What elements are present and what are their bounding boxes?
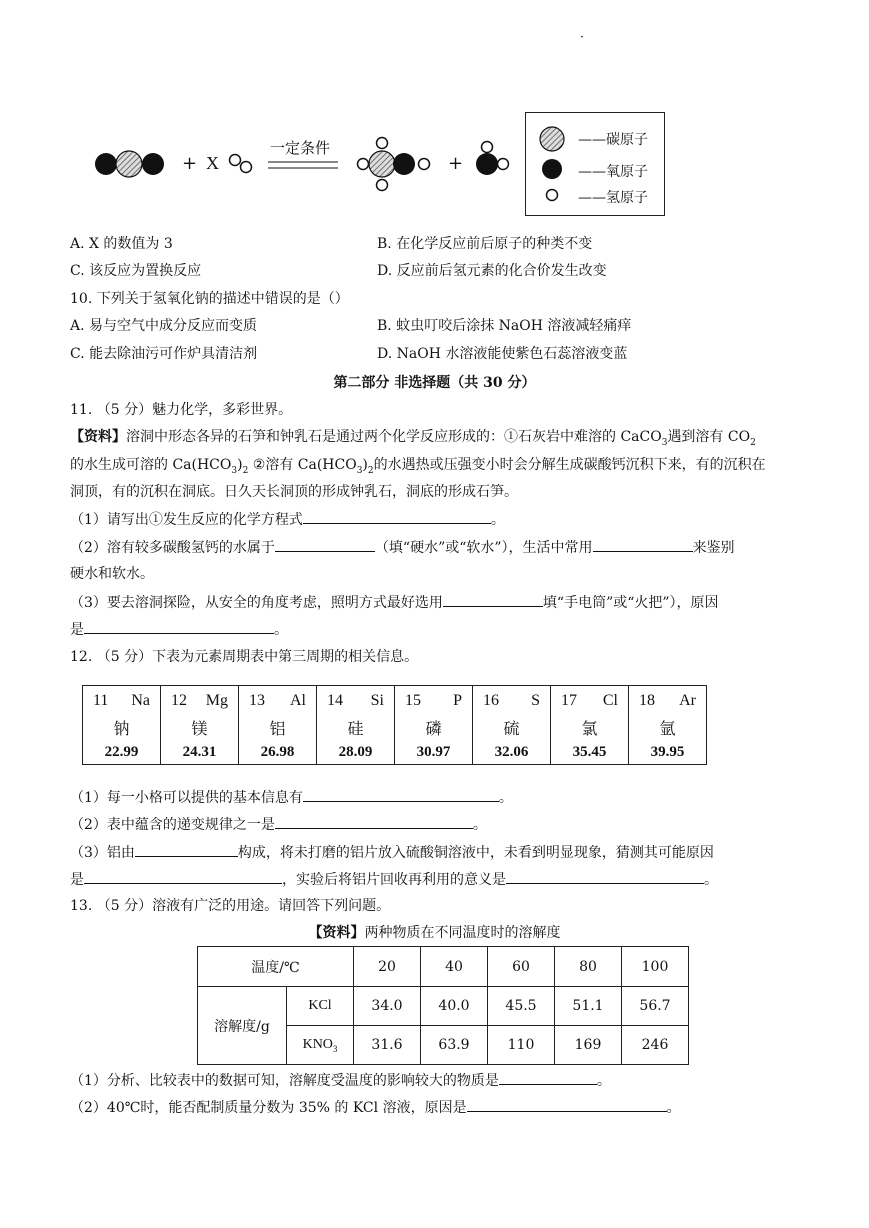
carbon-atom [116,151,142,177]
atomic-mass: 24.31 [182,744,217,760]
temp-cell: 100 [622,947,689,987]
hydrogen-atom [377,138,388,149]
element-symbol: S [531,692,540,709]
kno3-value: 110 [488,1026,555,1065]
answer-blank[interactable] [303,509,491,524]
kcl-value: 34.0 [354,987,421,1026]
element-cell [629,686,707,765]
q10-option-d: D. NaOH 水溶液能使紫色石蕊溶液变蓝 [377,346,628,362]
hydrogen-atom [419,159,430,170]
hydrogen-atom [241,162,252,173]
answer-blank[interactable] [499,1070,597,1085]
element-symbol: Ar [679,692,696,709]
answer-blank[interactable] [84,869,282,884]
element-symbol: Cl [602,692,618,709]
atomic-mass: 32.06 [494,744,529,760]
answer-blank[interactable] [593,537,693,552]
atom-legend [525,112,665,216]
temperature-header: 温度/℃ [198,947,354,987]
element-cell [473,686,551,765]
solubility-table [197,946,689,1065]
q11-info-line1: 【资料】溶洞中形态各异的石笋和钟乳石是通过两个化学反应形成的：①石灰岩中难溶的 CaCO$_3$遇到溶有 $CO_2$ [70,429,756,448]
hydrogen-legend-icon [547,190,558,201]
hydrogen-atom [358,159,369,170]
kno3-value: 63.9 [421,1026,488,1065]
temp-cell: 20 [354,947,421,987]
element-symbol: Al [290,692,306,709]
kno3-value: 31.6 [354,1026,421,1065]
table-caption: 【资料】两种物质在不同温度时的溶解度 [308,925,561,941]
methanol-molecule [358,138,430,191]
q11-part2: （2）溶有较多碳酸氢钙的水属于 （填“硬水”或“软水”），生活中常用 来鉴别 [70,537,735,558]
atomic-mass: 30.97 [416,744,451,760]
element-name: 硅 [347,719,364,738]
atomic-number: 14 [327,692,343,709]
atomic-number: 17 [561,692,577,709]
h2-molecule [230,155,252,173]
q9-option-d: D. 反应前后氢元素的化合价发生改变 [377,263,607,279]
q13-part1: （1）分析、比较表中的数据可知，溶解度受温度的影响较大的物质是 。 [70,1070,611,1091]
element-cell [317,686,395,765]
q11-stem: 11. （5 分）魅力化学，多彩世界。 [70,402,293,418]
atomic-mass: 35.45 [572,744,607,760]
q9-option-b: B. 在化学反应前后原子的种类不变 [377,236,593,252]
atomic-mass: 26.98 [260,744,295,760]
oxygen-legend-icon [542,159,562,179]
kcl-label: KCl [287,987,354,1026]
kcl-value: 51.1 [555,987,622,1026]
section-title: 第二部分 非选择题（共 30 分） [333,375,536,391]
answer-blank[interactable] [84,619,274,634]
kcl-value: 56.7 [622,987,689,1026]
atomic-mass: 28.09 [338,744,373,760]
element-cell [161,686,239,765]
element-name: 铝 [269,719,286,738]
kno3-label: $KNO_3$ [287,1026,354,1065]
solubility-row-label: 溶解度/g [198,987,287,1065]
element-symbol: Mg [205,692,228,709]
q12-stem: 12. （5 分）下表为元素周期表中第三周期的相关信息。 [70,649,419,665]
answer-blank[interactable] [135,842,238,857]
atomic-number: 18 [639,692,655,709]
q9-option-c: C. 该反应为置换反应 [70,263,202,279]
q10-option-c: C. 能去除油污可作炉具清洁剂 [70,346,258,362]
hydrogen-atom [377,180,388,191]
q13-stem: 13. （5 分）溶液有广泛的用途。请回答下列问题。 [70,898,391,914]
answer-blank[interactable] [303,787,499,802]
legend-carbon-label: ——碳原子 [578,132,648,148]
hydrogen-atom [482,142,493,153]
answer-blank[interactable] [467,1097,667,1112]
q12-part3-cont: 是 ，实验后将铝片回收再利用的意义是 。 [70,869,718,890]
plus-sign: + [448,153,464,174]
info-tag: 【资料】 [70,429,126,445]
legend-oxygen-label: ——氧原子 [578,164,648,180]
kcl-value: 40.0 [421,987,488,1026]
q9-option-a: A. X 的数值为 3 [70,236,173,252]
element-cell [239,686,317,765]
top-dot: · [580,30,584,44]
oxygen-atom [95,153,117,175]
element-name: 镁 [191,719,208,738]
element-symbol: Si [370,692,384,709]
element-symbol: Na [131,692,150,709]
q12-part3: （3）铝由 构成，将未打磨的铝片放入硫酸铜溶液中，未看到明显现象，猜测其可能原因 [70,842,714,863]
atomic-number: 15 [405,692,421,709]
periodic-table-row3 [82,685,707,765]
answer-blank[interactable] [443,592,543,607]
element-cell [83,686,161,765]
q10-option-a: A. 易与空气中成分反应而变质 [70,318,258,334]
q11-part3: （3）要去溶洞探险，从安全的角度考虑，照明方式最好选用 填“手电筒”或“火把”），原因 [70,592,719,613]
element-name: 钠 [113,719,130,738]
q13-part2: （2）40℃时，能否配制质量分数为 35% 的 KCl 溶液，原因是 。 [70,1097,681,1118]
atomic-number: 12 [171,692,187,709]
co2-molecule [95,151,164,177]
q10-stem: 10. 下列关于氢氧化钠的描述中错误的是（） [70,291,349,307]
element-name: 氯 [581,719,598,738]
carbon-legend-icon [540,127,564,151]
element-name: 磷 [425,719,442,738]
hydrogen-atom [498,159,509,170]
reaction-condition: 一定条件 [270,139,331,157]
temp-cell: 40 [421,947,488,987]
x-coefficient: X [206,153,219,173]
water-molecule [476,142,509,176]
oxygen-atom [476,153,498,175]
kno3-value: 246 [622,1026,689,1065]
oxygen-atom [393,153,415,175]
atomic-number: 11 [93,692,109,709]
hydrogen-atom [230,155,241,166]
answer-blank[interactable] [275,814,473,829]
q10-option-b: B. 蚊虫叮咬后涂抹 NaOH 溶液减轻痛痒 [377,318,632,334]
atomic-number: 13 [249,692,265,709]
oxygen-atom [142,153,164,175]
answer-blank[interactable] [275,537,375,552]
q11-info-line2: 的水生成可溶的 $Ca(HCO_3)_2$ ②溶有 $Ca(HCO_3)_2$的水遇热或压强变小时会分解生成碳酸钙沉积下来，有的沉积在 [70,457,766,476]
temp-cell: 60 [488,947,555,987]
element-cell [551,686,629,765]
q12-part1: （1）每一小格可以提供的基本信息有 。 [70,787,513,808]
q11-info-line3: 洞顶，有的沉积在洞底。日久天长洞顶的形成钟乳石，洞底的形成石笋。 [70,484,518,500]
atomic-number: 16 [483,692,499,709]
legend-hydrogen-label: ——氢原子 [578,190,648,206]
carbon-atom [369,151,395,177]
q12-part2: （2）表中蕴含的递变规律之一是 。 [70,814,487,835]
element-symbol: P [453,692,462,709]
q11-part2-cont: 硬水和软水。 [70,566,154,582]
kcl-value: 45.5 [488,987,555,1026]
kno3-value: 169 [555,1026,622,1065]
element-name: 氩 [659,719,676,738]
plus-sign: + [182,153,198,174]
atomic-mass: 39.95 [650,744,685,760]
q11-part3-cont: 是 。 [70,619,288,640]
element-name: 硫 [503,719,520,738]
element-cell [395,686,473,765]
q11-part1: （1）请写出①发生反应的化学方程式 。 [70,509,505,530]
temp-cell: 80 [555,947,622,987]
atomic-mass: 22.99 [104,744,139,760]
answer-blank[interactable] [506,869,704,884]
